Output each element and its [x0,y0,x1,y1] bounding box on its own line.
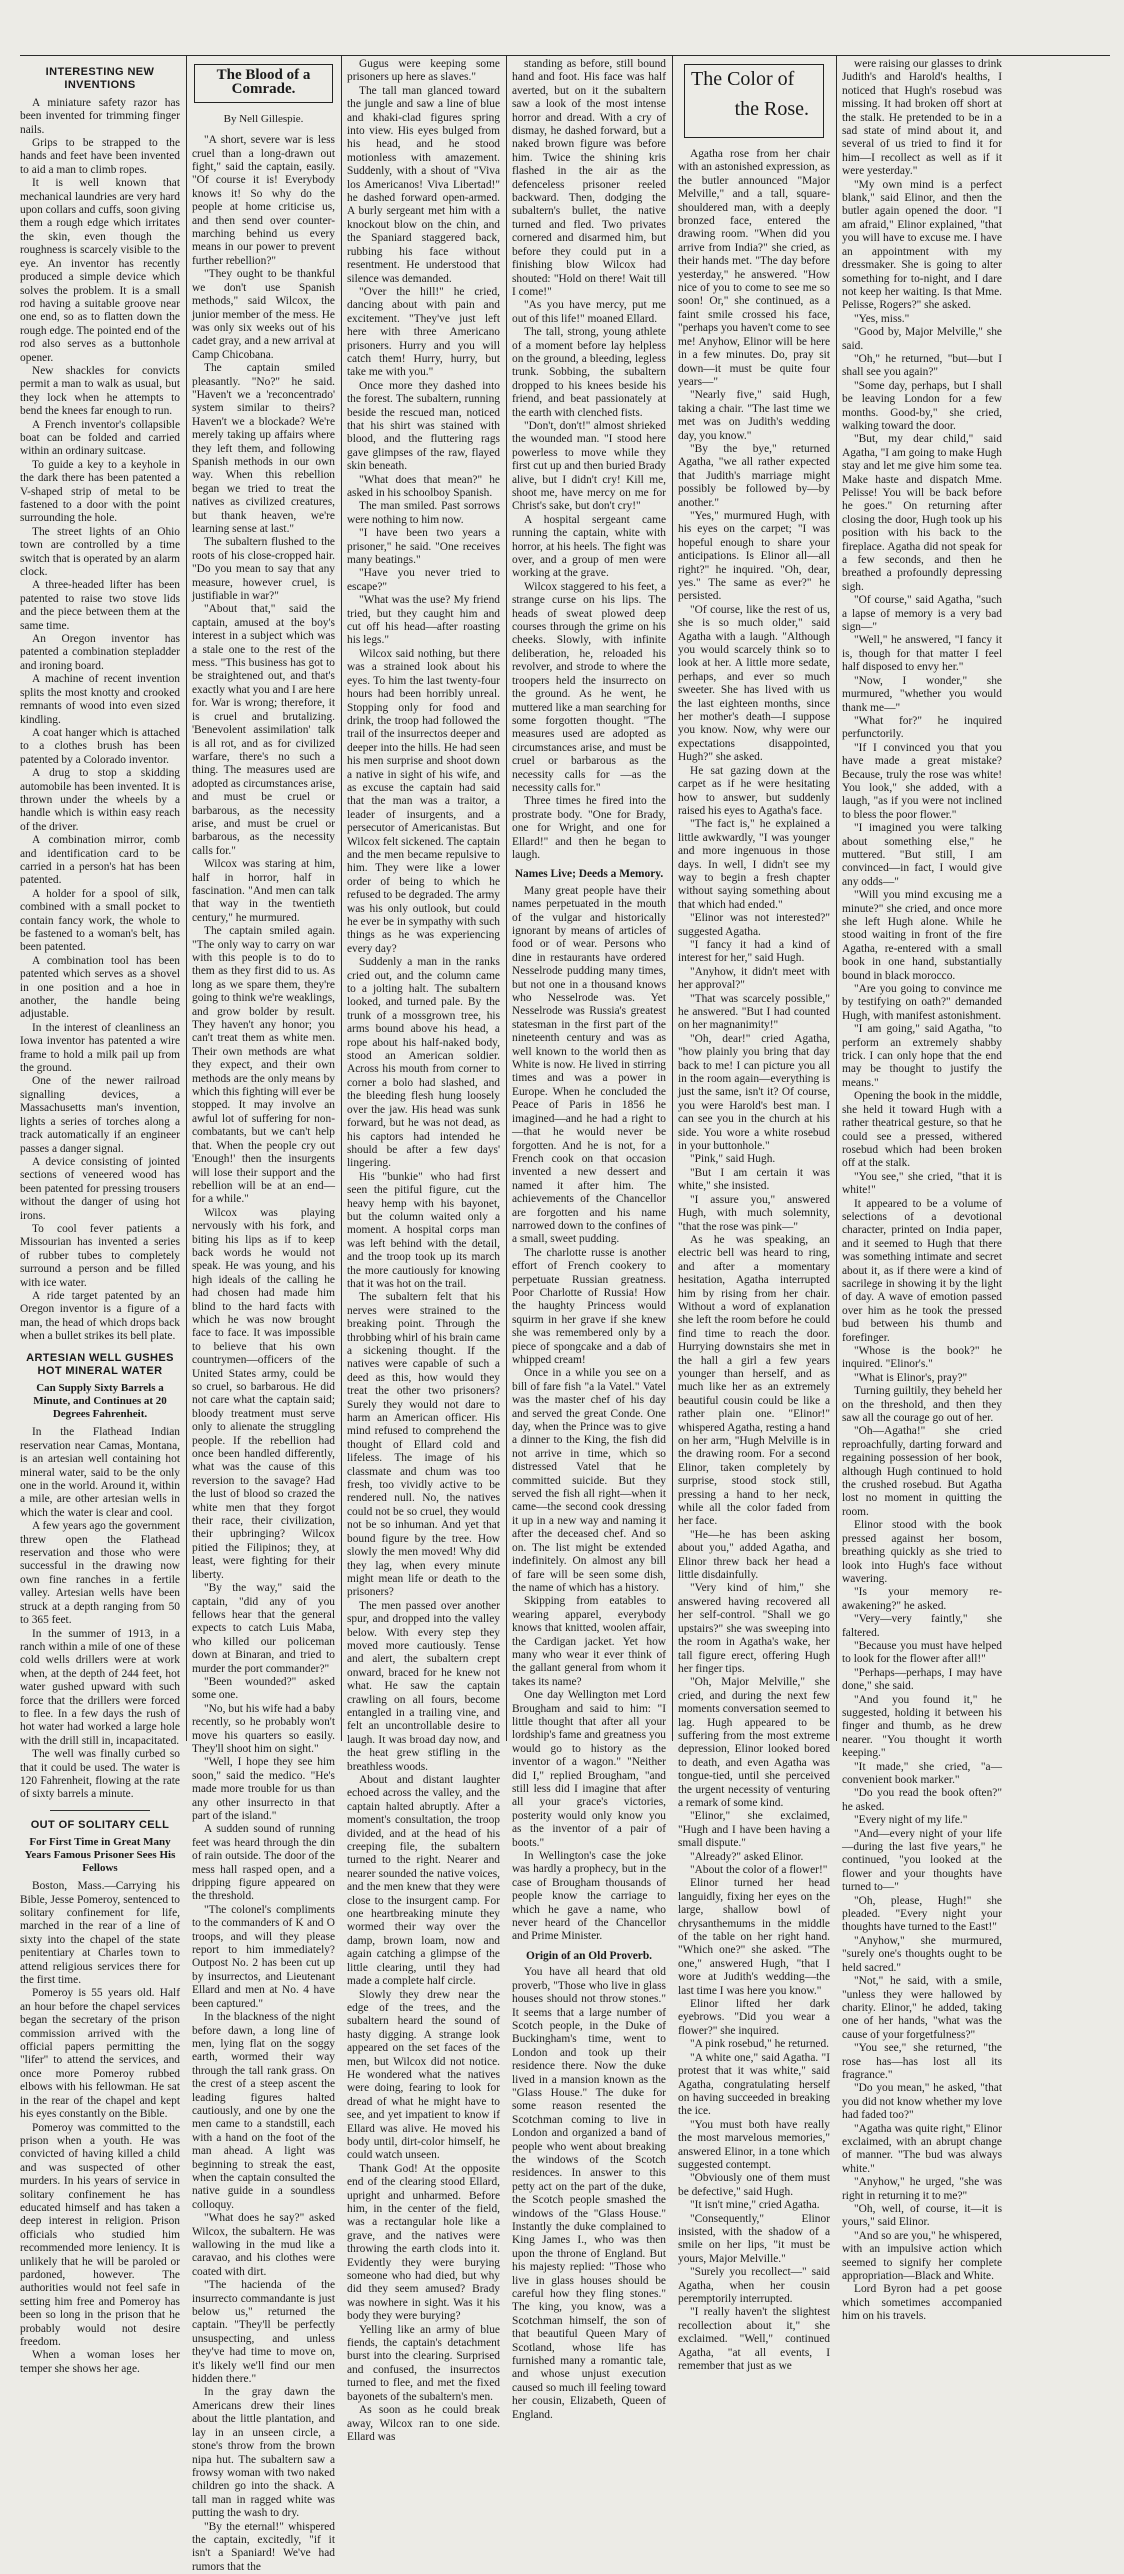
column-rose-continued [842,58,1002,2323]
paragraph: "The fact is," he explained a little awkwardly, "I was younger and more ingenuous in those days. In well, I didn't see my way to begin a fresh chapter without saying something about that which had ended." [678,818,830,911]
paragraph: In the gray dawn the Americans drew their lines about the little plantation, and lay in an unseen circle, a stone's throw from the brown nipa hut. The subaltern saw a frowsy woman with two naked children go into the shack. A tall man in ragged white was putting the wash to dry. [192,2386,335,2520]
paragraph: The men passed over another spur, and dropped into the valley below. With every step they moved more cautiously. Tense and alert, the subaltern crept onward, braced for he knew not what. He saw the captain crawling on all fours, become entangled in a trailing vine, and felt an uncontrollable desire to laugh. It was broad day now, and the heat grew stifling in the breathless woods. [347,1599,500,1773]
paragraph: "Agatha was quite right," Elinor exclaimed, with an abrupt change of manner. "The bud was always white." [842,2122,1002,2175]
paragraph: "No, but his wife had a baby recently, so he probably won't move his quarters so easily. They'll shoot him on sight." [192,1702,335,1755]
column-rule-2 [341,55,342,1741]
story-title: The Blood of a Comrade. [216,67,311,98]
paragraph: "A pink rosebud," he returned. [690,2038,829,2051]
paragraph: "As you have mercy, put me out of this life!" moaned Ellard. [512,299,666,325]
paragraph: "Well," he answered, "I fancy it is, though for that matter I feel half disposed to envy her." [842,634,1002,674]
paragraph: "Consequently," Elinor insisted, with the shadow of a smile on her lips, "it must be yours, Major Melville." [678,2212,830,2265]
paragraph: "Will you mind excusing me a minute?" she cried, and once more she left Hugh alone. While he stood waiting in front of the fire Agatha, re-entered with a small book in one hand, substantially bound in black morocco. [842,889,1002,982]
paragraph: A hospital sergeant came running the captain, white with horror, at his heels. The fight was over, and a group of men were working at the grave. [512,513,666,580]
paragraph: standing as before, still bound hand and foot. His face was half averted, but on it the subaltern saw a look of the most intense horror and dread. With a cry of dismay, he dashed forward, but a naked brown figure was before him. Twice the shining kris flashed in the air as the defenceless prisoner reeled backward. Then, dodging the subaltern's bullet, the native turned and fled. Two privates cornered and disarmed him, but before they could put in a finishing blow Wilcox had shouted: "Hold on there! Wait till I come!" [512,58,666,298]
paragraph: Lord Byron had a pet goose which sometimes accompanied him on his travels. [842,2283,1002,2323]
paragraph: "Very kind of him," she answered having recovered all her self-control. "Shall we go upstairs?" she was sweeping into the room in Agatha's wake, her tall figure erect, offering Hugh her finger tips. [678,1582,830,1675]
paragraph: "Very—very faintly," she faltered. [842,1613,1002,1639]
paragraph: "I imagined you were talking about something else," he muttered. "But still, I am convinced—in fact, I would give any odds—" [842,822,1002,888]
paragraph: Grips to be strapped to the hands and feet have been invented to aid a man to climb ropes. [20,137,180,176]
byline: By Nell Gillespie. [223,112,304,125]
paragraph: About and distant laughter echoed across the valley, and the captain halted abruptly. After a moment's consultation, the troop divided, and at the head of his creeping file, the subaltern turned to the right. Nearer and nearer sounded the native voices, and the men knew that they were close to the insurgent camp. For one heartbreaking minute they wormed their way over the damp, brown loam, now and again catching a glimpse of the little clearing, until they had made a complete half circle. [347,1774,500,1988]
paragraph: One day Wellington met Lord Brougham and said to him: "I little thought that after all your lordship's fame and greatness you would go to history as the inventor of a wagon." "Neither did I," replied Brougham, "and still less did I imagine that after all your grace's victories, posterity would only know you as the inventor of a pair of boots." [512,1689,666,1849]
paragraph: "Elinor was not interested?" suggested Agatha. [678,912,830,938]
story-title-line-1: The Color of [691,68,795,90]
paragraph: Gugus were keeping some prisoners up here as slaves." [347,58,500,84]
paragraph: "Obviously one of them must be defective," said Hugh. [678,2172,830,2198]
story-title-box [194,64,333,103]
paragraph: "Yes, miss." [854,312,910,325]
paragraph: "But, my dear child," said Agatha, "I am going to make Hugh stay and let me give him some tea. Make haste and dispatch Mme. Pelisse! You will be back before he goes." On returning after closing the door, Hugh took up his position with his back to the fireplace. Agatha did not speak for a few seconds, and then he breathed a profoundly depressing sigh. [842,433,1002,593]
headline-names-live: Names Live; Deeds a Memory. [514,868,664,881]
paragraph: A device consisting of jointed sections of veneered wood has been patented for pressing trousers without the danger of using hot irons. [20,1155,180,1222]
paragraph: "Anyhow, it didn't meet with her approval?" [678,965,830,992]
paragraph: "Have you never tried to escape?" [347,567,500,593]
paragraph: In Wellington's case the joke was hardly a prophecy, but in the case of Brougham thousands of people know the carriage to which he gave a name, who never heard of the Chancellor and Prime Minister. [512,1850,666,1943]
paragraph: A combination tool has been patented which serves as a shovel in one position and a hoe in another, the handle being adjustable. [20,954,180,1021]
column-rule-4 [672,55,673,1741]
paragraph: "Now, I wonder," she murmured, "whether you would thank me—" [842,674,1002,714]
paragraph: It appeared to be a volume of selections of a devotional character, printed on India paper, and it seemed to Hugh that there was something intimate and secret about it, as if there were a kind of sacrilege in showing it by the light of day. A wave of emotion passed over him as he took the pressed bud between his thumb and forefinger. [842,1197,1002,1344]
story-title-line-2: the Rose. [734,98,809,120]
paragraph: Elinor lifted her dark eyebrows. "Did you wear a flower?" she inquired. [678,1998,830,2037]
paragraph: "Not," he said, with a smile, "unless they were hallowed by charity. Elinor," he added, taking one of her hands, "what was the cause of your forgetfulness?" [842,1975,1002,2041]
headline-solitary-cell: OUT OF SOLITARY CELL [30,1818,170,1831]
paragraph: The subaltern felt that his nerves were strained to the breaking point. Through the throbbing whirl of his brain came a sickening thought. If the natives were capable of such a deed as this, how would they treat the other two prisoners? Surely they would not dare to harm an American officer. His mind refused to comprehend the thought of Ellard cold and lifeless. The image of his classmate and chum was too fresh, too vividly active to be rendered null. No, the natives could not be so cruel, they would not be so inhuman. And yet that bound figure by the tree. How slowly the men moved! Why did they lag, when every minute might mean life or death to the prisoners? [347,1291,500,1599]
paragraph: Wilcox was playing nervously with his fork, and biting his lips as if to keep back words he would not speak. He was young, and his high ideals of the calling he had chosen had made him blind to the hard facts with which he was now brought face to face. It was impossible to believe that his own countrymen—officers of the United States army, could be so cruel, so barbarous. He did not care what the captain said; bloody treatment must serve only to alienate the struggling people. If the rebellion had once been handled differently, what was the cause of this reversion to the savage? Had the lust of blood so crazed the white men that they forgot their race, their civilization, their upbringing? Wilcox pitied the Filipinos; they, at least, were fighting for their liberty. [192,1206,335,1581]
paragraph: Turning guiltily, they beheld her on the threshold, and then they saw all the courage go out of her. [842,1385,1002,1425]
paragraph: "And so are you," he whispered, with an impulsive action which seemed to signify her complete appropriation—Black and White. [842,2229,1002,2283]
top-rule [20,55,1110,56]
paragraph: Pomeroy is 55 years old. Half an hour before the chapel services began the secretary of the prison commission arrived with the official papers permitting the "lifer" to attend the services, and once more Pomeroy rubbed elbows with his fellowman. He sat in the rear of the chapel and kept his eyes constantly on the Bible. [20,1987,180,2121]
paragraph: Wilcox was staring at him, half in horror, half in fascination. "And men can talk that way in the twentieth century," he murmured. [192,858,335,924]
paragraph: "About that," said the captain, amused at the boy's interest in a subject which was a stale one to the rest of the mess. "This business has got to be straightened out, and that's exactly what you and I are here for. War is wrong; therefore, it is cruel and brutalizing. 'Benevolent assimilation' talk is all rot, and as for civilized warfare, there's no such a thing. The measures used are adopted as circumstances arise, and must be cruel or barbarous, as the necessity arise, and must be cruel or barbarous, as the necessity calls for." [192,603,335,857]
paragraph: A sudden sound of running feet was heard through the din of rain outside. The door of the mess hall rasped open, and a dripping figure appeared on the threshold. [192,1823,335,1903]
paragraph: Wilcox staggered to his feet, a strange curse on his lips. The heads of sweat plowed deep courses through the grime on his cheeks. Slowly, with infinite deliberation, he, reloaded his revolver, and strode to where the troopers held the insurrecto on the ground. As he went, he muttered like a man searching for some forgotten thought. "The measures used are adopted as circumstances arise, and must be cruel or barbarous as the necessity calls for —as the necessity calls for." [512,580,666,794]
paragraph: A machine of recent invention splits the most knotty and crooked remnants of wood into even sized kindling. [20,673,180,726]
headline-inventions: INTERESTING NEW INVENTIONS [45,66,155,92]
paragraph: New shackles for convicts permit a man to walk as usual, but they lock when he attempts to bend the knees far enough to run. [20,364,180,418]
paragraph: "I fancy it had a kind of interest for her," said Hugh. [678,938,830,965]
paragraph: "Oh, well, of course, it—it is yours," said Elinor. [842,2203,1002,2229]
paragraph: An Oregon inventor has patented a combination stepladder and ironing board. [20,633,180,672]
paragraph: A drug to stop a skidding automobile has been invented. It is thrown under the wheels by a handle which is within easy reach of the driver. [20,767,180,833]
column-story-continued [347,58,500,2443]
story-title-box-rose [684,64,824,138]
paragraph: The charlotte russe is another effort of French cookery to perpetuate Russian greatness. Poor Charlotte of Russia! How the haughty Princess would squirm in her grave if she knew she was remembered only by a piece of spongcake and a dab of whipped cream! [512,1246,666,1366]
paragraph: It is well known that mechanical laundries are very hard upon collars and cuffs, soon giving them a rough edge which irritates the skin, even though the roughness is scarcely visible to the eye. An inventor has recently produced a simple device which solves the problem. It is a small rod having a suitable groove near one end, so as to flatten down the rough edge. The pointed end of the rod also serves as a buttonhole opener. [20,177,180,364]
paragraph: "Already?" asked Elinor. [690,1850,804,1863]
paragraph: "Pink," said Hugh. [690,1153,776,1166]
paragraph: "By the way," said the captain, "did any of you fellows hear that the general expects to catch Luis Maba, who killed our policeman down at Binaran, and tried to murder the port commander?" [192,1582,335,1675]
paragraph: A ride target patented by an Oregon inventor is a figure of a man, the head of which drops back when a bullet strikes its bell plate. [20,1289,180,1343]
paragraph: Suddenly a man in the ranks cried out, and the column came to a jolting halt. The subaltern looked, and turned pale. By the trunk of a mossgrown tree, his arms bound above his head, a rope about his half-naked body, stood an American soldier. Across his mouth from corner to corner a bolo had slashed, and the bleeding flesh hung loosely over the jaw. His head was sunk forward, but he was not dead, as his captors had intended he should be after a few days' lingering. [347,956,500,1170]
paragraph: Yelling like an army of blue fiends, the captain's detachment burst into the clearing. Surprised and confused, the insurrectos turned to flee, and met the fixed bayonets of the subaltern's men. [347,2323,500,2403]
paragraph: "I assure you," answered Hugh, with much solemnity, "that the rose was pink—" [678,1193,830,1233]
paragraph: A coat hanger which is attached to a clothes brush has been patented by a Colorado inventor. [20,726,180,766]
paragraph: The tall, strong, young athlete of a moment before lay helpless on the ground, a bleeding, legless trunk. Sobbing, the subaltern dropped to his knees beside his friend, and beat passionately at the earth with clenched fists. [512,326,666,419]
paragraph: The well was finally curbed so that it could be used. The water is 120 Fahrenheit, flowing at the rate of sixty barrels a minute. [20,1748,180,1801]
paragraph: "Oh," he returned, "but—but I shall see you again?" [842,352,1002,379]
paragraph: Elinor turned her head languidly, fixing her eyes on the large, shallow bowl of chrysanthemums in the middle of the table on her right hand. "Which one?" she asked. "The one," answered Hugh, "that I wore at Judith's wedding—the last time I was here you know." [678,1877,830,1997]
paragraph: The man smiled. Past sorrows were nothing to him now. [347,500,500,526]
paragraph: "That was scarcely possible," he answered. "But I had counted on her magnanimity!" [678,992,830,1032]
paragraph: Slowly they drew near the edge of the trees, and the subaltern heard the sound of hasty digging. A strange look appeared on the set faces of the men, but Wilcox did not notice. He wondered what the natives were doing, fearing to look for dread of what he might have to see, and yet impatient to know if Ellard was alive. He moved his body until, dirt-color himself, he could watch unseen. [347,1988,500,2162]
paragraph: Once more they dashed into the forest. The subaltern, running beside the rescued man, noticed that his shirt was stained with blood, and the fluttering rags gave glimpses of the raw, flayed skin beneath. [347,379,500,473]
paragraph: "If I convinced you that you have made a great mistake? Because, truly the rose was white! You look," she added, with a laugh, "as if you were not inclined to bless the poor flower." [842,741,1002,821]
paragraph: Elinor stood with the book pressed against her bosom, breathing quickly as she tried to look into Hugh's face without wavering. [842,1519,1002,1585]
paragraph: "Oh, please, Hugh!" she pleaded. "Every night your thoughts have turned to the East!" [842,1894,1002,1934]
paragraph: "Anyhow," she murmured, "surely one's thoughts ought to be held sacred." [842,1934,1002,1974]
paragraph: "And—every night of your life—during the last five years," he continued, "you looked at the flower and your thoughts have turned to—" [842,1827,1002,1894]
paragraph: "Perhaps—perhaps, I may have done," she said. [842,1666,1002,1693]
column-names-live [512,58,666,2421]
paragraph: Thank God! At the opposite end of the clearing stood Ellard, upright and unharmed. Before him, in the center of the field, was a rectangular hole like a grave, and the natives were throwing the earth clods into it. Evidently they were burying someone who had died, but why did they seem amused? Brady was nowhere in sight. Was it his body they were burying? [347,2162,500,2323]
paragraph: "Because you must have helped to look for the flower after all!" [842,1639,1002,1666]
paragraph: "Is your memory re-awakening?" he asked. [842,1586,1002,1612]
paragraph: "What does that mean?" he asked in his schoolboy Spanish. [347,473,500,499]
paragraph: Skipping from eatables to wearing apparel, everybody knows that knitted, woolen affair, the Cardigan jacket. Yet how many who wear it ever think of the gallant general from whom it takes its name? [512,1595,666,1688]
separator-rule [50,1810,150,1811]
paragraph: To guide a key to a keyhole in the dark there has been patented a V-shaped strip of metal to be fastened to a door with the point surrounding the hole. [20,458,180,525]
paragraph: "And you found it," he suggested, holding it between his finger and thumb, as he drew nearer. "You thought it worth keeping." [842,1693,1002,1760]
paragraph: "Well, I hope they see him soon," said the medico. "He's made more trouble for us than any other insurrecto in that part of the island." [192,1756,335,1822]
paragraph: "You see," she returned, "the rose has—has lost all its fragrance." [842,2042,1002,2081]
paragraph: "What is Elinor's, pray?" [854,1371,968,1384]
paragraph: "The hacienda of the insurrecto commandante is just below us," returned the captain. "They'll be perfectly unsuspecting, and unless they've had time to move on, it's likely we'll find our men hidden there." [192,2279,335,2386]
paragraph: "But I am certain it was white," she insisted. [678,1166,830,1193]
paragraph: "I am going," said Agatha, "to perform an extremely shabby trick. I can only hope that the end may be thought to justify the means." [842,1023,1002,1089]
column-rule-5 [836,55,837,1741]
paragraph: In the interest of cleanliness an Iowa inventor has patented a wire frame to hold a milk pail up from the ground. [20,1021,180,1075]
column-color-of-rose [678,58,830,2373]
paragraph: were raising our glasses to drink Judith's and Harold's healths, I noticed that Hugh's rosebud was missing. It had broken off short at the stalk. He pretended to be in a sad state of mind about it, and several of us tried to find it for him—I recollect as well as if it were yesterday." [842,58,1002,178]
paragraph: "It isn't mine," cried Agatha. [690,2199,820,2212]
paragraph: "Whose is the book?" he inquired. "Elinor's." [842,1345,1002,1371]
paragraph: "I have been two years a prisoner," he said. "One receives many beatings." [347,527,500,567]
paragraph: "About the color of a flower!" [690,1864,828,1876]
paragraph: A holder for a spool of silk, combined with a small pocket to contain fancy work, the whole to be fastened to a woman's belt, has been patented. [20,887,180,954]
headline-old-proverb: Origin of an Old Proverb. [525,1949,653,1962]
paragraph: A French inventor's collapsible boat can be folded and carried within an ordinary suitcase. [20,418,180,458]
column-blood-of-comrade [192,58,335,2573]
paragraph: "Do you mean," he asked, "that you did not know whether my love had faded too?" [842,2082,1002,2122]
paragraph: You have all heard that old proverb, "Those who live in glass houses should not throw stones." It seems that a large number of Scotch people, in the Duke of Buckingham's time, went to London and took up their residence there. Now the duke lived in a mansion known as the "Glass House." The duke for some reason resented the Scotchman coming to live in London and organized a band of people who went about breaking the windows of the Scotch residences. In answer to this petty act on the part of the duke, the Scotch people smashed the windows of the "Glass House." Instantly the duke complained to King James I., who was then upon the throne of England. But his majesty replied: "Those who live in glass houses should be careful how they fling stones." The king, you know, was a Scotchman himself, the son of that beautiful Queen Mary of Scotland, whose life has furnished many a romantic tale, and whose unjust execution caused so much ill feeling toward her cousin, Elizabeth, Queen of England. [512,1966,666,2421]
paragraph: "Anyhow," he urged, "she was right in returning it to me?" [842,2176,1002,2202]
paragraph: "What does he say?" asked Wilcox, the subaltern. He was wallowing in the mud like a caravao, and his clothes were coated with dirt. [192,2212,335,2278]
subhead-solitary-cell: For First Time in Great Many Years Famous Prisoner Sees His Fellows [24,1836,176,1875]
paragraph: "A short, severe war is less cruel than a long-drawn out fight," said the captain, easily. "Of course it is! Everybody knows it! So why do the people at home criticise us, and then send over counter-marching behind us every means in our power to prevent further rebellion?" [192,134,335,267]
paragraph: Agatha rose from her chair with an astonished expression, as the butler announced "Major Melville," and a tall, square-shouldered man, with a deeply bronzed face, entered the drawing room. "When did you arrive from India?" she cried, as their hands met. "The day before yesterday," he answered. "How nice of you to come to see me so soon! Or," she continued, as a faint smile crossed his face, "perhaps you haven't come to see me! Anyhow, Elinor will be here in a few minutes. Do, pray sit down—it must be quite four years—" [678,148,830,388]
paragraph: Pomeroy was committed to the prison when a youth. He was convicted of having killed a child and was suspected of other murders. In his years of service in solitary confinement he has educated himself and has taken a deep interest in religion. Prison officials who studied him recommended more leniency. It is unlikely that he will be paroled or pardoned, however. The authorities would not feel safe in setting him free and Pomeroy has been so long in the prison that he probably would not desire freedom. [20,2121,180,2348]
paragraph: The captain smiled again. "The only way to carry on war with this people is to do to them as they first did to us. As long as we spare them, they're going to think we're weaklings, and grow bolder by result. They haven't any honor; you can't treat them as white men. Their own methods are what they expect, and their own methods are the only means by which this fighting will ever be stopped. It may involve an awful lot of suffering for non-combatants, but we can't help that. When the people cry out 'Enough!' then the insurgents will lose their support and the rebellion will be at an end—for a while." [192,925,335,1206]
paragraph: The subaltern flushed to the roots of his close-cropped hair. "Do you mean to say that any measure, however cruel, is justifiable in war?" [192,536,335,603]
paragraph: "Good by, Major Melville," she said. [842,326,1002,352]
paragraph: "I really haven't the slightest recollection about it," she exclaimed. "Well," continued Agatha, "at all events, I remember that just as we [678,2306,830,2373]
paragraph: "What was the use? My friend tried, but they caught him and cut off his head—after roasting his legs." [347,594,500,647]
paragraph: A combination mirror, comb and identification card to be carried in a person's hat has been patented. [20,834,180,887]
paragraph: "Over the hill!" he cried, dancing about with pain and excitement. "They've just left here with three Americano prisoners. Hurry and you will catch them! Hurry, hurry, but take me with you." [347,285,500,379]
paragraph: In the blackness of the night before dawn, a long line of men, lying flat on the soggy earth, wormed their way through the tall rank grass. On the crest of a steep ascent the leading figures halted cautiously, and one by one the men came to a standstill, each with a hand on the foot of the man ahead. A light was beginning to streak the east, when the captain consulted the native guide in a soundless colloquy. [192,2011,335,2211]
paragraph: In the summer of 1913, in a ranch within a mile of one of these cold wells drillers were at work when, at the depth of 244 feet, hot water gushed upward with such force that the drillers were forced to flee. In a few days the rush of hot water had worked a large hole with the drill still in, incapacitated. [20,1627,180,1747]
paragraph: "It made," she cried, "a—convenient book marker." [842,1760,1002,1786]
paragraph: To cool fever patients a Missourian has invented a series of rubber tubes to completely surround a person and be filled with ice water. [20,1222,180,1289]
paragraph: "Of course," said Agatha, "such a lapse of memory is a very bad sign—" [842,594,1002,634]
paragraph: One of the newer railroad signalling devices, a Massachusetts man's invention, lights a series of torches along a track automatically if an engineer passes a danger signal. [20,1075,180,1155]
paragraph: "By the eternal!" whispered the captain, excitedly, "if it isn't a Spaniard! We've had rumors that the [192,2520,335,2573]
paragraph: The street lights of an Ohio town are controlled by a time switch that is operated by an alarm clock. [20,525,180,579]
paragraph: "Elinor," she exclaimed, "Hugh and I have been having a small dispute." [678,1810,830,1850]
paragraph: "Every night of my life." [854,1814,968,1827]
paragraph: As soon as he could break away, Wilcox ran to one side. Ellard was [347,2404,500,2443]
paragraph: "They ought to be thankful we don't use Spanish methods," said Wilcox, the junior member of the mess. He was only six weeks out of his cadet gray, and a new arrival at Camp Chicobana. [192,268,335,361]
paragraph: "Oh, Major Melville," she cried, and during the next few moments conversation seemed to lag. Hugh appeared to be suffering from the most extreme depression, Elinor looked bored to death, and even Agatha was tongue-tied, until she perceived the urgent necessity of venturing a remark of some kind. [678,1676,830,1809]
paragraph: "Oh—Agatha!" she cried reproachfully, darting forward and regaining possession of her book, although Hugh continued to hold the crushed rosebud. But Agatha lost no moment in quitting the room. [842,1425,1002,1518]
paragraph: "Yes," murmured Hugh, with his eyes on the carpet; "I was hopeful enough to share your anticipations. Is Elinor all—all right?" he inquired. "Oh, dear, yes." The same as ever?" he persisted. [678,509,830,603]
paragraph: Wilcox said nothing, but there was a strained look about his eyes. To him the last twenty-four hours had been horribly unreal. Stopping only for food and drink, the troop had followed the trail of the insurrectos deeper and deeper into the hills. He had seen his men surprise and shoot down a native in sight of his wife, and as excuse the captain had said that the man was a traitor, a leader of insurgents, and a persecutor of Americanistas. But Wilcox felt sickened. The captain and the men became repulsive to him. They were like a lower order of being to which he refused to be degraded. The army was his only outlook, but could he ever be in sympathy with such things as he was experiencing every day? [347,647,500,955]
paragraph: The captain smiled pleasantly. "No?" he said. "Haven't we a 'reconcentrado' system similar to theirs? Haven't we a blockade? We're merely taking up affairs where they left them, and following Spanish methods in our own way. When this rebellion began we tried to treat the natives as civilized creatures, but thank heaven, we're learning sense at last." [192,362,335,535]
paragraph: When a woman loses her temper she shows her age. [20,2349,180,2375]
paragraph: Opening the book in the middle, she held it toward Hugh with a rather theatrical gesture, so that he could see a pressed, withered rosebud which had been broken off at the stalk. [842,1090,1002,1170]
column-rule-3 [506,55,507,1741]
paragraph: "My own mind is a perfect blank," said Elinor, and then the butler again opened the door. "I am afraid," Elinor explained, "that you will have to excuse me. I have an appointment with my dressmaker. She is going to alter something for to-night, and I dare not keep her waiting. Is that Mme. Pelisse, Rogers?" she asked. [842,178,1002,312]
paragraph: "Surely you recollect—" said Agatha, when her cousin peremptorily interrupted. [678,2266,830,2305]
paragraph: A miniature safety razor has been invented for trimming finger nails. [20,96,180,136]
paragraph: In the Flathead Indian reservation near Camas, Montana, is an artesian well containing hot mineral water, said to be the only one in the world. Around it, within a mile, are other artesian wells in which the water is clear and cool. [20,1426,180,1519]
paragraph: The tall man glanced toward the jungle and saw a line of blue and khaki-clad figures spring into view. His eyes bulged from his head, and he stood motionless with amazement. Suddenly, with a shout of "Viva los Americanos! Viva Libertad!" he dashed forward open-armed. A burly sergeant met him with a knockout blow on the chin, and the Spaniard staggered back, rubbing his face without resentment. He understood that silence was demanded. [347,84,500,285]
paragraph: Many great people have their names perpetuated in the mouth of the vulgar and historically ignorant by means of articles of food or of wear. Persons who dine in restaurants have ordered Nesselrode pudding many times, but not one in a thousand knows who Nesselrode was. Yet Nesselrode was Russia's greatest statesman in the first part of the nineteenth century and was as well known to the world then as White is now. He lived in stirring times and was a power in Europe. When he concluded the Peace of Paris in 1856 he imagined—and he had a right to—that he would never be forgotten. And he is not, for a French cook on that occasion invented a new dessert and named it after him. The achievements of the Chancellor are forgotten and his name narrowed down to the confines of a small, sweet pudding. [512,884,666,1246]
subhead-artesian-well: Can Supply Sixty Barrels a Minute, and Continues at 20 Degrees Fahrenheit. [33,1382,167,1421]
paragraph: "You must both have really the most marvelous memories," answered Elinor, in a tone which suggested contempt. [678,2118,830,2171]
paragraph: "By the bye," returned Agatha, "we all rather expected that Judith's marriage might possibly be followed by—by another." [678,442,830,509]
paragraph: "A white one," said Agatha. "I protest that it was white," said Agatha, congratulating herself on having succeeded in breaking the ice. [678,2051,830,2118]
paragraph: "What for?" he inquired perfunctorily. [842,714,1002,741]
paragraph: "The colonel's compliments to the commanders of K and O troops, and will they please report to him immediately? Outpost No. 2 has been cut up by insurrectos, and Lieutenant Ellard and men at No. 4 have been captured." [192,1903,335,2010]
column-inventions [20,58,180,2375]
paragraph: "Nearly five," said Hugh, taking a chair. "The last time we met was on Judith's wedding day, you know." [678,389,830,442]
paragraph: Boston, Mass.—Carrying his Bible, Jesse Pomeroy, sentenced to solitary confinement for life, marched in the rear of a line of sixty into the chapel of the state penitentiary at Charles town to attend religious services there for the first time. [20,1880,180,1987]
headline-artesian-well: ARTESIAN WELL GUSHES HOT MINERAL WATER [26,1351,174,1377]
paragraph: "Of course, like the rest of us, she is so much older," said Agatha with a laugh. "Although you would scarcely think so to look at her. A little more sedate, perhaps, and ever so much sweeter. She has lived with us the last eighteen months, since her mother's death—I suppose you know. Now, why were our expectations disappointed, Hugh?" she asked. [678,603,830,764]
paragraph: Once in a while you see on a bill of fare fish "a la Vatel." Vatel was the master chef of his day and served the great Conde. One day, when the Prince was to give a dinner to the King, the fish did not arrive in time, which so distressed Vatel that he committed suicide. But they served the fish all right—when it came—the second cook dressing it up in a new way and naming it after the deceased chef. And so on. The list might be extended indefinitely. On almost any bill of fare will be seen some dish, the name of which has a history. [512,1367,666,1594]
paragraph: "Been wounded?" asked some one. [192,1675,335,1702]
paragraph: "Don't, don't!" almost shrieked the wounded man. "I stood here powerless to move while they first cut up and then buried Brady alive, but I didn't cry! Kill me, shoot me, have mercy on me for Christ's sake, but don't cry!" [512,419,666,513]
column-rule-1 [186,55,187,1741]
paragraph: "He—he has been asking about you," added Agatha, and Elinor threw back her head a little disdainfully. [678,1528,830,1582]
paragraph: "Oh, dear!" cried Agatha, "how plainly you bring that day back to me! I can picture you all in the room again—everything is just the same, isn't it? Of course, you were Harold's best man. I can see you in the church at his side. You wore a white rosebud in your buttonhole." [678,1032,830,1153]
paragraph: "Are you going to convince me by testifying on oath?" demanded Hugh, with manifest astonishment. [842,983,1002,1022]
paragraph: His "bunkie" who had first seen the pitiful figure, cut the heavy hemp with his bayonet, but the column waited only a moment. A hospital corps man was left behind with the detail, and the troop took up its march the more cautiously for knowing that it was hot on the trail. [347,1170,500,1290]
paragraph: He sat gazing down at the carpet as if he were hesitating how to answer, but suddenly raised his eyes to Agatha's face. [678,764,830,817]
paragraph: "Do you read the book often?" he asked. [842,1787,1002,1813]
paragraph: Three times he fired into the prostrate body. "One for Brady, one for Wright, and one for Ellard!" and then he began to laugh. [512,795,666,861]
paragraph: A few years ago the government threw open the Flathead reservation and those who were successful in the drawing now own fine ranches in a fertile valley. Artesian wells have been struck at a depth ranging from 50 to 365 feet. [20,1520,180,1627]
paragraph: A three-headed lifter has been patented to raise two stove lids and the piece between them at the same time. [20,579,180,632]
paragraph: "You see," she cried, "that it is white!" [842,1170,1002,1197]
paragraph: "Some day, perhaps, but I shall be leaving London for a few months. Good-by," she cried, walking toward the door. [842,379,1002,432]
paragraph: As he was speaking, an electric bell was heard to ring, and after a momentary hesitation, Agatha interrupted him by rising from her chair. Without a word of explanation she left the room before he could find time to reach the door. Hurrying downstairs she met in the hall a girl a few years younger than herself, and as much like her as an extremely beautiful cousin could be like a rather plain one. "Elinor!" whispered Agatha, resting a hand on her arm, "Hugh Melville is in the drawing room. For a second Elinor, taken completely by surprise, stood stock still, pressing a hand to her neck, while all the color faded from her face. [678,1233,830,1528]
